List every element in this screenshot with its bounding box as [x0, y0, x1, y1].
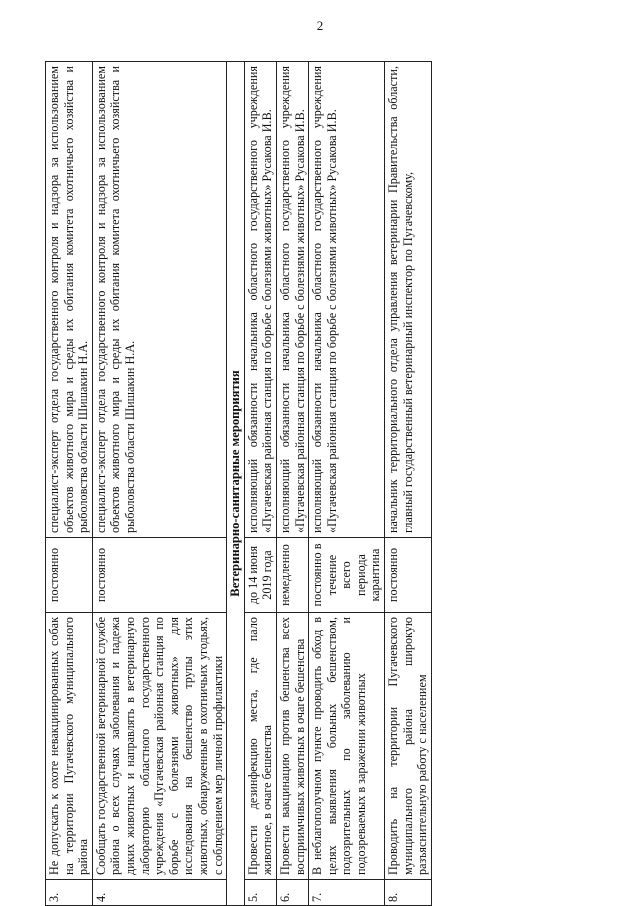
table-row	[244, 62, 276, 906]
table-row	[46, 62, 93, 906]
term-cell: постоянно	[46, 538, 93, 613]
responsible-cell: исполняющий обязанности начальника областного государственного учреждения «Пугачевская районная станция по борьбе с болезнями животных» Русакова И.В.	[276, 62, 308, 538]
action-cell: Провести вакцинацию против бешенства всех восприимчивых животных в очаге бешенства	[276, 613, 308, 880]
measures-table	[45, 61, 432, 906]
row-number: 5.	[244, 880, 276, 906]
section-header-row	[227, 62, 245, 906]
term-cell: до 14 июня 2019 года	[244, 538, 276, 613]
row-number: 4.	[92, 880, 226, 906]
responsible-cell: специалист-эксперт отдела государственного контроля и надзора за использованием объектов животного мира и среды их обитания комитета охотничьего хозяйства и рыболовства области Шишакин Н.А.	[46, 62, 93, 538]
table-row	[92, 62, 226, 906]
row-number: 8.	[385, 880, 432, 906]
term-cell: постоянно	[92, 538, 226, 613]
table-row	[385, 62, 432, 906]
table-row	[276, 62, 308, 906]
responsible-cell: начальник территориального отдела управления ветеринарии Правительства области, главный государственный ветеринарный инспектор по Пугачевскому,	[385, 62, 432, 538]
responsible-cell: специалист-эксперт отдела государственного контроля и надзора за использованием объектов животного мира и среды их обитания комитета охотничьего хозяйства и рыболовства области Шишакин Н.А.	[92, 62, 226, 538]
measures-table-rotated	[45, 61, 600, 906]
action-cell: Проводить на территории Пугачевского муниципального района широкую разъяснительную работу с населением	[385, 613, 432, 880]
action-cell: В неблагополучном пункте проводить обход в целях выявления больных бешенством, подозрительных по заболеванию и подозреваемых в заражении животных	[309, 613, 385, 880]
row-number: 3.	[46, 880, 93, 906]
responsible-cell: исполняющий обязанности начальника областного государственного учреждения «Пугачевская районная станция по борьбе с болезнями животных» Русакова И.В.	[309, 62, 385, 538]
responsible-cell: исполняющий обязанности начальника областного государственного учреждения «Пугачевская районная станция по борьбе с болезнями животных» Русакова И.В.	[244, 62, 276, 538]
action-cell: Провести дезинфекцию места, где пало животное, в очаге бешенства	[244, 613, 276, 880]
term-cell: постоянно	[385, 538, 432, 613]
term-cell: постоянно в течение всего периода карантина	[309, 538, 385, 613]
row-number: 6.	[276, 880, 308, 906]
term-cell: немедленно	[276, 538, 308, 613]
page-number: 2	[316, 18, 324, 33]
table-row	[309, 62, 385, 906]
action-cell: Не допускать к охоте невакцинированных собак на территории Пугачевского муниципального района	[46, 613, 93, 880]
section-title: Ветеринарно-санитарные мероприятия	[227, 62, 245, 906]
row-number: 7.	[309, 880, 385, 906]
action-cell: Сообщать государственной ветеринарной службе района о всех случаях заболевания и падежа диких животных и направлять в ветеринарную лабораторию областного государственного учреждения «Пугачевская районная станция по борьбе с болезнями животных» для исследования на бешенство трупы этих животных, обнаруженные в охотничьих угодьях, с соблюдением мер личной профилактики	[92, 613, 226, 880]
